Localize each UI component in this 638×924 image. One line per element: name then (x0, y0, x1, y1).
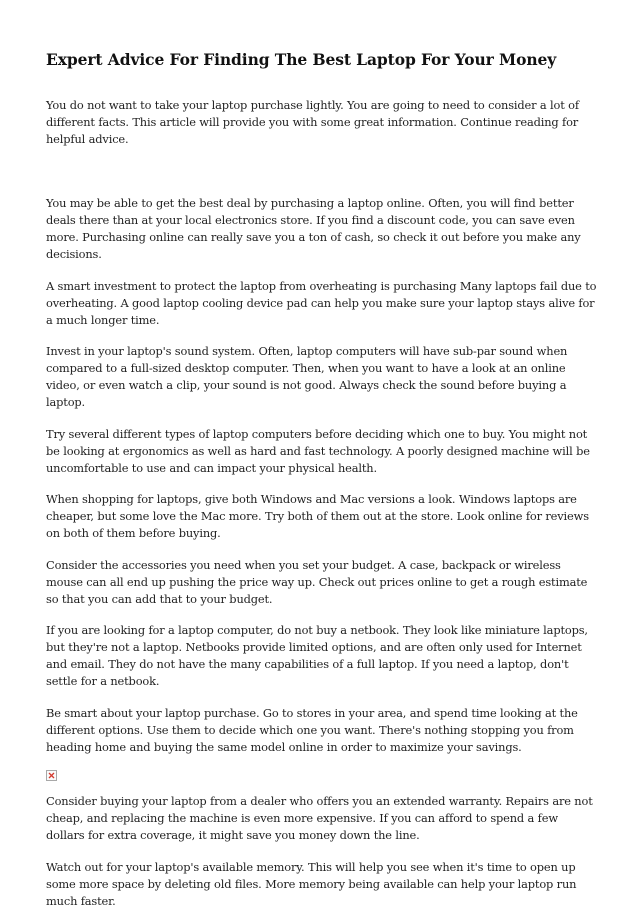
document-page (46, 50, 598, 924)
paragraph: When shopping for laptops, give both Windows and Mac versions a look. Windows laptops are cheaper, but some love the Mac more. Try both of them out at the store. Look online for reviews on both of them before buying. (46, 492, 589, 540)
paragraph: Watch out for your laptop's available memory. This will help you see when it's time to open up some more space by deleting old files. More memory being available can help your laptop run much faster. (46, 859, 577, 908)
paragraph: Try several different types of laptop computers before deciding which one to buy. You might not be looking at ergonomics as well as hard and fast technology. A poorly designed machine will be uncomfortable to use and can impact your physical health. (46, 426, 590, 475)
paragraph: Consider buying your laptop from a dealer who offers you an extended warranty. Repairs are not cheap, and replacing the machine is even more expensive. If you can afford to spend a few dollars for extra coverage, it might save you money down the line. (46, 794, 593, 842)
paragraph: Consider the accessories you need when you set your budget. A case, backpack or wireless mouse can all end up pushing the price way up. Check out prices online to get a rough estimate so that you can add that to your budget. (46, 557, 588, 606)
paragraph: You may be able to get the best deal by purchasing a laptop online. Often, you will find better deals there than at your local electronics store. If you find a discount code, you can save even more. Purchasing online can really save you a ton of cash, so check it out before you make any decisions. (46, 196, 581, 261)
article-title: Expert Advice For Finding The Best Laptop For Your Money (46, 50, 557, 69)
paragraph-intro: You do not want to take your laptop purchase lightly. You are going to need to consider a lot of different facts. This article will provide you with some great information. Continue reading for helpful advice. (46, 98, 579, 146)
paragraph: Invest in your laptop's sound system. Often, laptop computers will have sub-par sound when compared to a full-sized desktop computer. Then, when you want to have a look at an online video, or even watch a clip, your sound is not good. Always check the sound before buying a laptop. (46, 344, 568, 409)
broken-image-icon (46, 770, 57, 781)
paragraph: If you are looking for a laptop computer, do not buy a netbook. They look like miniature laptops, but they're not a laptop. Netbooks provide limited options, and are often only used for Internet and email. They do not have the many capabilities of a full laptop. If you need a laptop, don't settle for a netbook. (46, 623, 588, 688)
paragraph: Be smart about your laptop purchase. Go to stores in your area, and spend time looking at the different options. Use them to decide which one you want. There's nothing stopping you from heading home and buying the same model online in order to maximize your savings. (46, 705, 578, 754)
paragraph: A smart investment to protect the laptop from overheating is purchasing Many laptops fail due to overheating. A good laptop cooling device pad can help you make sure your laptop stays alive for a much longer time. (46, 278, 597, 327)
